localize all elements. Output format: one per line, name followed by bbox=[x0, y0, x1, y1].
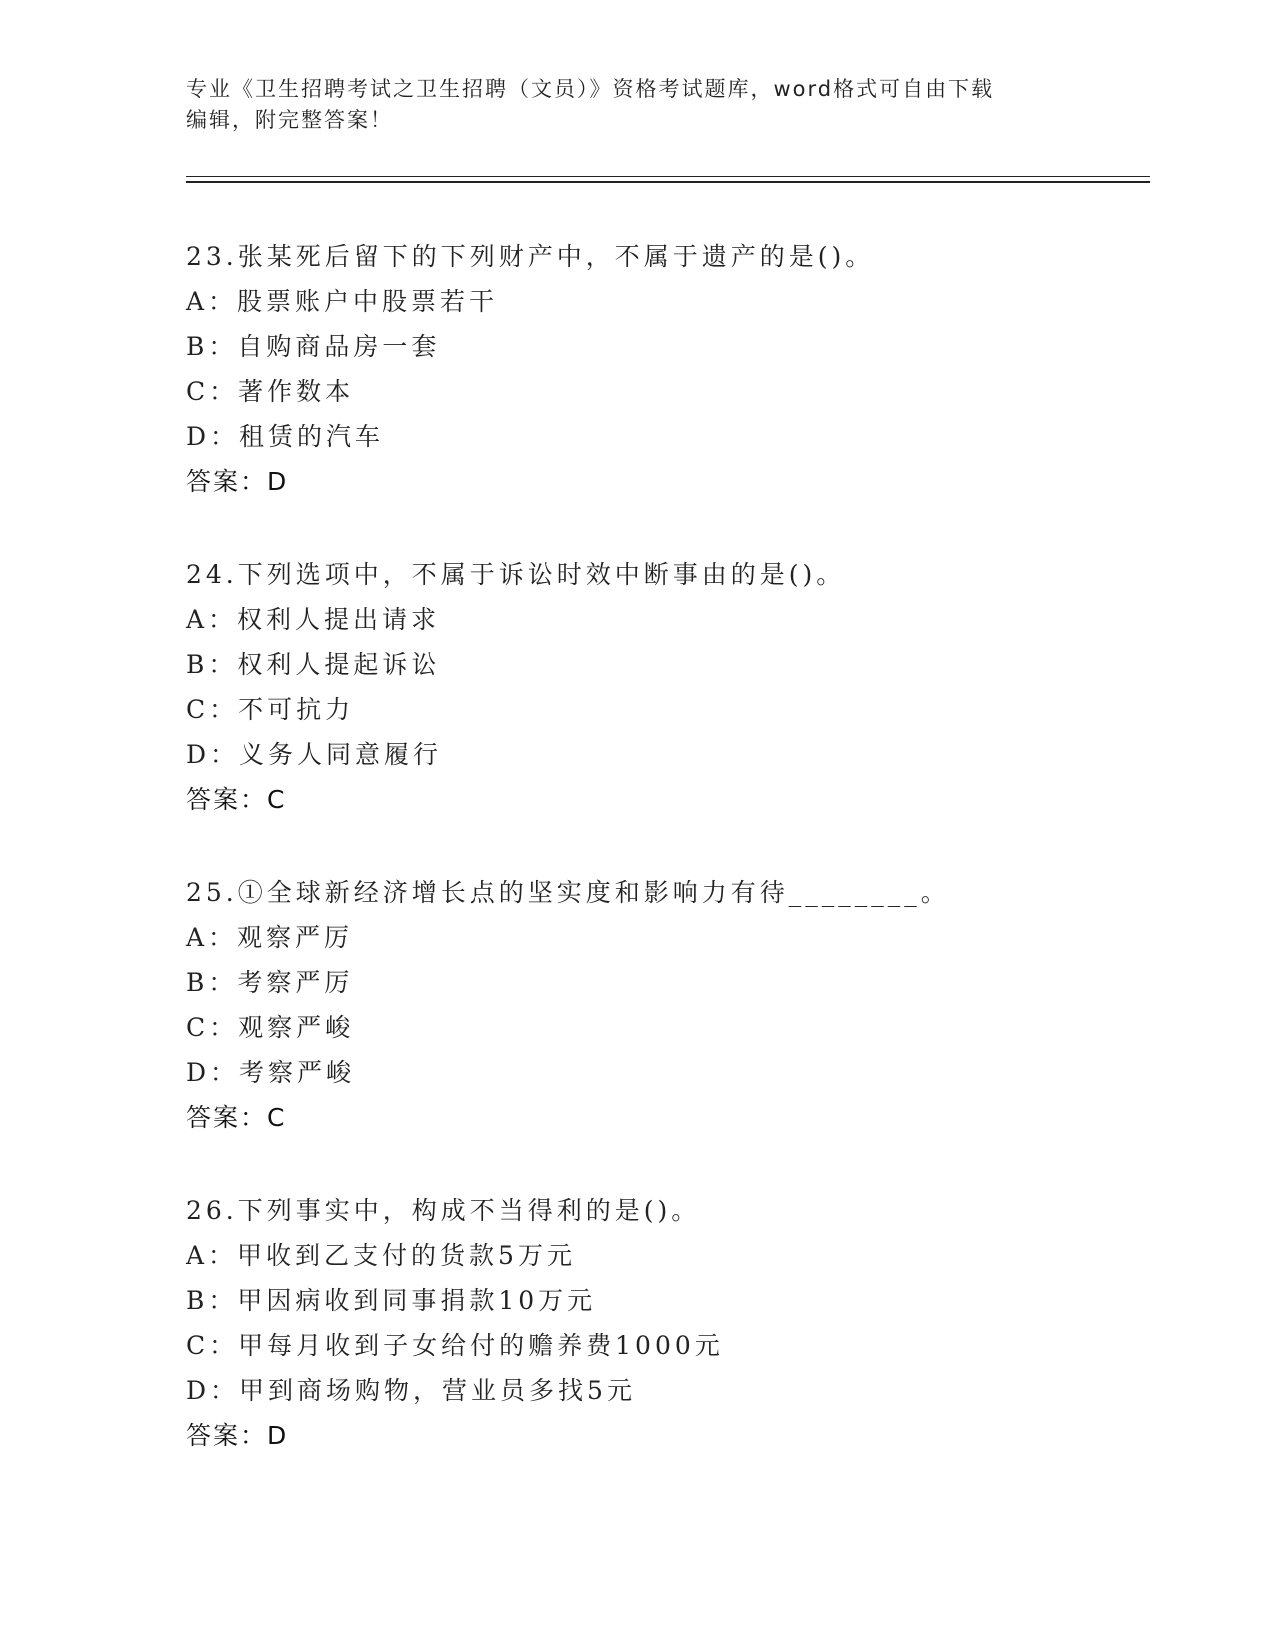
option-b: B：权利人提起诉讼 bbox=[186, 650, 441, 679]
option-c: C：不可抗力 bbox=[186, 695, 355, 724]
option-d: D：考察严峻 bbox=[186, 1058, 356, 1087]
answer-line: 答案：D bbox=[186, 1421, 289, 1450]
option-d: D：甲到商场购物，营业员多找5元 bbox=[186, 1376, 636, 1405]
question-24 bbox=[186, 552, 1146, 822]
answer-line: 答案：D bbox=[186, 467, 289, 496]
header-divider-thin bbox=[186, 176, 1150, 177]
option-b: B：甲因病收到同事捐款10万元 bbox=[186, 1286, 597, 1315]
question-stem: 24.下列选项中，不属于诉讼时效中断事由的是()。 bbox=[186, 560, 846, 589]
question-26 bbox=[186, 1188, 1146, 1458]
option-b: B：自购商品房一套 bbox=[186, 332, 441, 361]
question-25 bbox=[186, 870, 1146, 1140]
option-c: C：观察严峻 bbox=[186, 1013, 355, 1042]
option-a: A：权利人提出请求 bbox=[186, 605, 441, 634]
header-divider-thick bbox=[186, 181, 1150, 183]
option-a: A：观察严厉 bbox=[186, 923, 354, 952]
option-a: A：甲收到乙支付的货款5万元 bbox=[186, 1241, 576, 1270]
option-b: B：考察严厉 bbox=[186, 968, 354, 997]
question-stem: 25.①全球新经济增长点的坚实度和影响力有待________。 bbox=[186, 878, 950, 907]
option-c: C：著作数本 bbox=[186, 377, 355, 406]
header-line-1: 专业《卫生招聘考试之卫生招聘（文员）》资格考试题库，word格式可自由下载 bbox=[186, 77, 995, 101]
question-stem: 23.张某死后留下的下列财产中，不属于遗产的是()。 bbox=[186, 242, 875, 271]
answer-line: 答案：C bbox=[186, 1103, 287, 1132]
question-stem: 26.下列事实中，构成不当得利的是()。 bbox=[186, 1196, 701, 1225]
option-d: D：租赁的汽车 bbox=[186, 422, 385, 451]
answer-line: 答案：C bbox=[186, 785, 287, 814]
option-a: A：股票账户中股票若干 bbox=[186, 287, 499, 316]
option-c: C：甲每月收到子女给付的赡养费1000元 bbox=[186, 1331, 724, 1360]
question-23 bbox=[186, 234, 1146, 504]
header-line-2: 编辑，附完整答案！ bbox=[186, 108, 393, 132]
document-header bbox=[186, 74, 1066, 136]
option-d: D：义务人同意履行 bbox=[186, 740, 443, 769]
